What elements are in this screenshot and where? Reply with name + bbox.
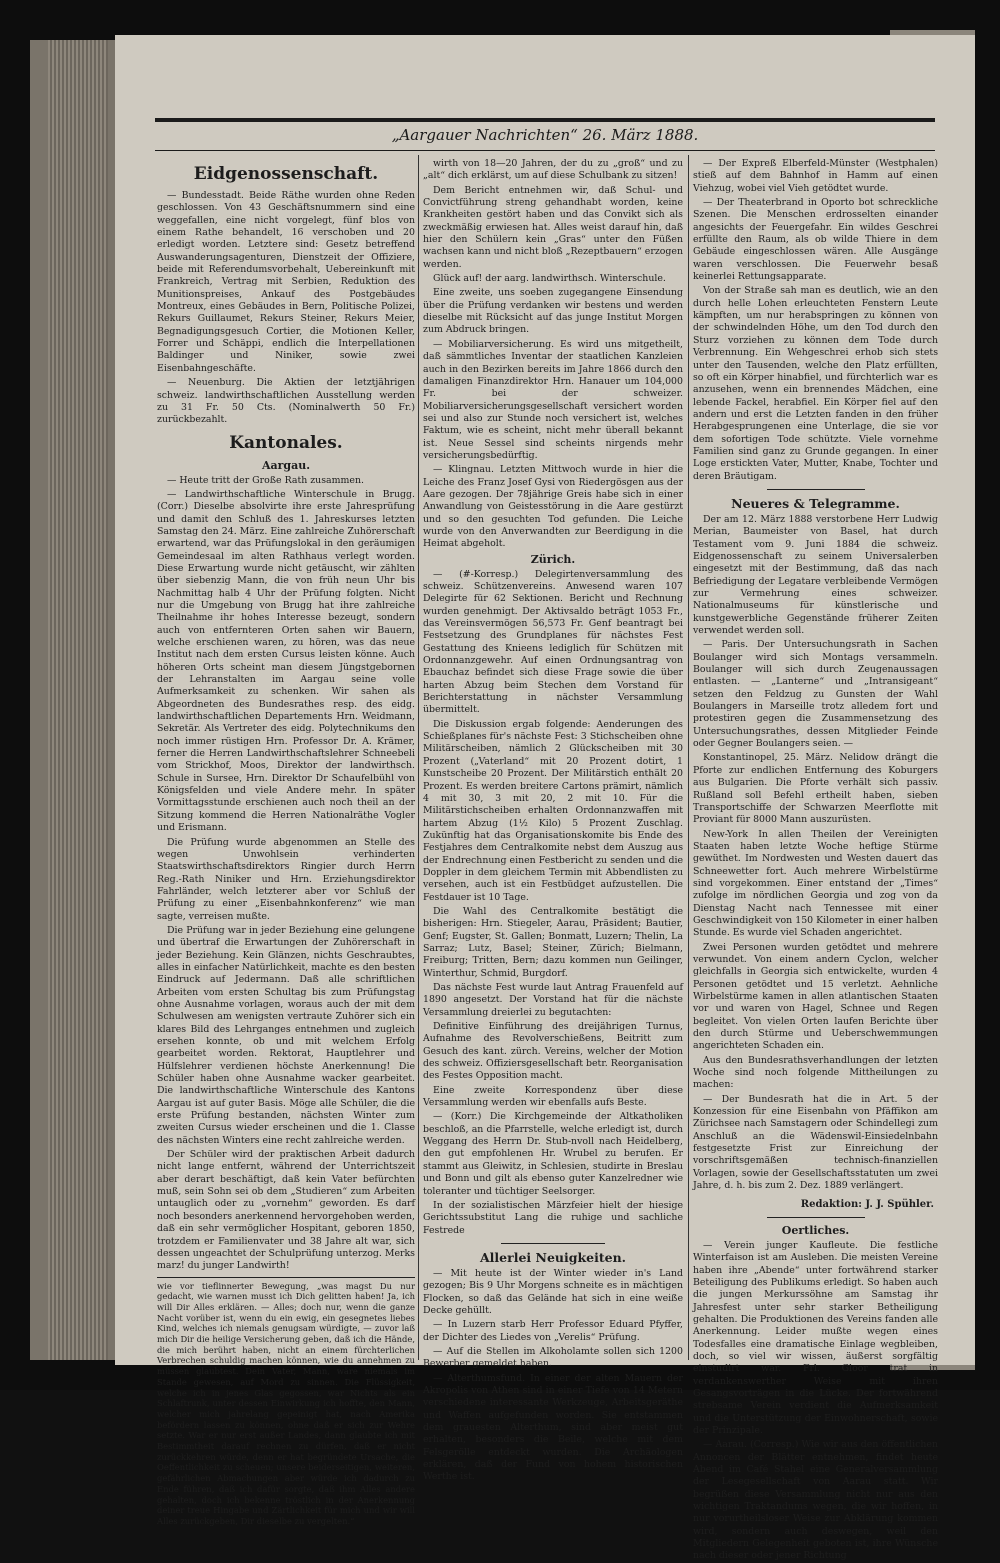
- article-paragraph: — Heute tritt der Große Rath zusammen.: [167, 474, 364, 486]
- article-paragraph: — Neuenburg. Die Aktien der letztjährigen schweiz. landwirthschaftlichen Ausstellung werden zu 31 Fr. 50 Cts. (Nominalwerth 50 Fr.) zurückbezahlt.: [157, 377, 415, 426]
- article-paragraph: — Klingnau. Letzten Mittwoch wurde in hier die Leiche des Franz Josef Gysi von Riedergösgen aus der Aare gezogen. Der 78jährige Greis habe sich in einer Anwandlung von Geistesstörung in die Aare gestürzt und so den gesuchten Tod gefunden. Die Leiche wurde von den Anverwandten zur Beerdigung in die Heimat abgeholt.: [423, 464, 683, 550]
- article-paragraph: — Auf die Stellen im Alkoholamte sollen sich 1200 Bewerber gemeldet haben.: [423, 1345, 683, 1370]
- article-paragraph: Aus den Bundesrathsverhandlungen der letzten Woche sind noch folgende Mittheilungen zu machen:: [693, 1054, 938, 1091]
- article-paragraph: Der Schüler wird der praktischen Arbeit dadurch nicht lange entfernt, während der Unterrichtszeit aber derart beschäftigt, daß kein Vater befürchten muß, sein Sohn sei ob dem „Studieren“ zum Arbeiten untauglich oder zu „vornehm“ geworden. Es darf noch besonders anerkennend hervorgehoben werden, daß ein sehr vermöglicher Hospitant, geboren 1850, trotzdem er Familienvater und 38 Jahre alt war, sich dessen ungeachtet der Schulprüfung unterzog. Merks marz! du junger Landwirth!: [157, 1149, 415, 1272]
- subsection-heading: Aargau.: [261, 458, 311, 472]
- editor-credit: Redaktion: J. J. Spühler.: [800, 1198, 934, 1210]
- column-rule-1: [418, 155, 419, 1360]
- article-paragraph: — (Korr.) Die Kirchgemeinde der Altkatholiken beschloß, an die Pfarrstelle, welche erledigt ist, durch Weggang des Herrn Dr. Stub-nvoll nach Heidelberg, den gut empfohlenen Hr. Wrubel zu berufen. Er stammt aus Gleiwitz, in Schlesien, studirte in Breslau und Bonn und gilt als ebenso guter Kanzelredner wie toleranter und tüchtiger Seelsorger.: [423, 1111, 683, 1197]
- divider: [767, 489, 865, 490]
- header-rule-bottom: [155, 150, 935, 151]
- article-paragraph: Die Diskussion ergab folgende: Aenderungen des Schießplanes für's nächste Fest: 3 Stichscheiben ohne Militärscheiben, nämlich 2 Glückscheiben mit 30 Prozent („Vaterland“ mit 20 Prozent dotirt, 1 Kunstscheibe 20 Prozent. Der Militärstich enthält 20 Prozent. Es werden breitere Cartons prämirt, nämlich 4 mit 30, 3 mit 20, 2 mit 10. Für die Militärstichscheiben erhalten Ordonnanzwaffen mit hartem Abzug (1½ Kilo) 5 Prozent Zuschlag. Zukünftig hat das Organisationskomite bis Ende des Festjahres dem Centralkomite nebst dem Auszug aus der Endrechnung einen Festbericht zu senden und die Doppler in dem gleichem Termin mit Abbendlisten zu versehen, auch ist ein Festbüdget aufzustellen. Die Festdauer ist 10 Tage.: [423, 718, 683, 903]
- header-rule-top: [155, 118, 935, 122]
- article-paragraph: — Aarau. (Corresp.) Wie wir aus den öffentlichen Annoncen der Blätter entnehmen, findet heute Abend im Café Stahel eine Generalversammlung der Lesegesellschaft von Aarau statt. Wir begrüßen diese Versammlung nicht nur aus den wichtigen Traktandums wegen, die wir hoffen, in nur vorurtheilsloser Weise zur Abklärung kommen wird, sondern auch deswegen, weil den Mitgliedern Gelegenheit geboten ist, ihre Wünsche nach dieser oder jener Richtung: [693, 1439, 938, 1562]
- divider: [501, 1243, 605, 1244]
- article-paragraph: Eine zweite Korrespondenz über diese Versammlung werden wir ebenfalls aufs Beste.: [423, 1084, 683, 1109]
- article-paragraph: In der sozialistischen Märzfeier hielt der hiesige Gerichtssubstitut Lang die ruhige und sachliche Festrede: [423, 1199, 683, 1236]
- article-paragraph: Die Wahl des Centralkomite bestätigt die bisherigen: Hrn. Stiegeler, Aarau, Präsident; Bautier, Genf; Eugster, St. Gallen; Bonmatt, Luzern; Thelin, La Sarraz; Lutz, Basel; Steiner, Zürich; Bielmann, Freiburg; Tritten, Bern; dazu kommen nun Geilinger, Winterthur, Schmid, Burgdorf.: [423, 905, 683, 979]
- article-paragraph: Die Prüfung wurde abgenommen an Stelle des wegen Unwohlsein verhinderten Staatswirthschaftsdirektors Ringier durch Herrn Reg.-Rath Niniker und Hrn. Erziehungsdirektor Fahrländer, welch letzterer aber vor Schluß der Prüfung zu einer „Eisenbahnkonferenz“ wie man sagte, verreisen mußte.: [157, 836, 415, 922]
- article-paragraph: Zwei Personen wurden getödtet und mehrere verwundet. Von einem andern Cyclon, welcher gleichfalls in Georgia sich entwickelte, wurden 4 Personen getödtet und 15 verletzt. Aehnliche Wirbelstürme kamen in allen atlantischen Staaten vor und waren von Hagel, Schnee und Regen begleitet. Von vielen Orten laufen Berichte über den durch Stürme und Ueberschwemmungen angerichteten Schaden ein.: [693, 941, 938, 1052]
- article-paragraph: — Mobiliarversicherung. Es wird uns mitgetheilt, daß sämmtliches Inventar der staatlichen Kanzleien auch in den Bezirken bereits im Jahre 1866 durch den damaligen Finanzdirektor Hrn. Hanauer um 104,000 Fr. bei der schweizer. Mobiliarversicherungsgesellschaft versichert worden sei und also zur Stunde noch versichert ist, welches Faktum, wie es scheint, nicht mehr überall bekannt ist. Neue Sessel sind scheints nirgends mehr versicherungsbedürftig.: [423, 338, 683, 461]
- article-paragraph: — Mit heute ist der Winter wieder in's Land gezogen; Bis 9 Uhr Morgens schneite es in mächtigen Flocken, so daß das Gelände hat sich in eine weiße Decke gehüllt.: [423, 1267, 683, 1316]
- article-paragraph: New-York In allen Theilen der Vereinigten Staaten haben letzte Woche heftige Stürme gewüthet. Im Nordwesten und Westen dauert das Schneewetter fort. Auch mehrere Wirbelstürme sind vorgekommen. Einer entstand der „Times“ zufolge im nördlichen Georgia und zog von da Dienstag Nacht nach Tennessee mit einer Geschwindigkeit von 150 Kilometer in einer halben Stunde. Es wurde viel Schaden angerichtet.: [693, 828, 938, 939]
- article-paragraph: — Der Bundesrath hat die in Art. 5 der Konzession für eine Eisenbahn von Pfäffikon am Zürichsee nach Samstagern oder Schindellegi zum Anschluß an die Wädenswil-Einsiedelnbahn festgesetzte Frist zur Einreichung der vorschriftsgemäßen technisch-finanziellen Vorlagen, sowie der Gesellschaftsstatuten um zwei Jahre, d. h. bis zum 2. Dez. 1889 verlängert.: [693, 1093, 938, 1192]
- article-paragraph: — Bundesstadt. Beide Räthe wurden ohne Reden geschlossen. Von 43 Geschäftsnummern sind eine weggefallen, eine nicht vorgelegt, fünf blos von einem Rathe behandelt, 16 verschoben und 20 erledigt worden. Letztere sind: Gesetz betreffend Auswanderungsagenturen, Dienstzeit der Offiziere, beide mit Referendumsvorbehalt, Uebereinkunft mit Frankreich, Vertrag mit Serbien, Reduktion des Munitionspreises, Ankauf des Postgebäudes Montreux, eines Gebäudes in Bern, Politische Polizei, Rekurs Guillaumet, Rekurs Steiner, Rekurs Meier, Begnadigungsgesuch Cortier, die Motionen Keller, Forrer und Schäppi, endlich die Interpellationen Baldinger und Niniker, sowie zwei Eisenbahngeschäfte.: [157, 190, 415, 374]
- section-heading: Eidgenossenschaft.: [193, 164, 379, 184]
- feuilleton-text: wie vor tieflinnerter Bewegung, „was magst Du nur gedacht, wie warnen musst ich Dich gelitten haben! Ja, ich will Dir Alles erklären. — Alles; doch nur, wenn die ganze Nacht vorüber ist, wenn du ein ewig, ein gesegnetes liebes Kind, welches ich niemals genugsam würdigte, — zuvor laß mich Dir die heilige Versicherung geben, daß ich die Hände, die mich berührt haben, nicht an einem fürchterlichen Verbrechen schuldig machen können, wie du annehmen zu müssen glaubtest. Dein Vater, Mann, wäre niemals im Stande gewesen, auf Mord zu sinnen. Die Flüssigkeit, welche ich in jenes Glas gegossen, war Nichts als ein Schlaftrunk, unter dessen Einwirkung ich hoffte, den Mann, welcher mich jahrelang gepeinigt hat, nach Amerika befördern lassen zu können, ohne daß er sich zur Wehre setzte. War er nur erst außer Landes, dann glaubte ich mit Bestimmtheit darauf rechnen zu dürfen, daß er nicht zurückkehren würde, denn er hat begründete Ursache, die Oeffentlichkeit zu scheuen; unsere beiderseitigen, weiteren, gefährlichen Abmachungen aber würde ich dadurch zu Ende führen, daß ich dafür sorgte, daß ihm Alles andere gehalten, doch ich bekenne tröstlich in der Anerkennung deiner treue Hingabe und Zärtlichkeit für mich und wir will Alles zurückgeben, Dir dieselbe zu vergelten.“: [157, 1277, 415, 1527]
- article-paragraph: Das nächste Fest wurde laut Antrag Frauenfeld auf 1890 angesetzt. Der Vorstand hat für die nächste Versammlung dreierlei zu begutachten:: [423, 982, 683, 1018]
- section-heading: Neueres & Telegramme.: [731, 495, 900, 511]
- article-paragraph: — Landwirthschaftliche Winterschule in Brugg. (Corr.) Dieselbe absolvirte ihre erste Jahresprüfung und damit den Schluß des 1. Jahreskurses letzten Samstag den 24. März. Eine zahlreiche Zuhörerschaft erwartend, war das Prüfungslokal in den geräumigen Gemeindesaal im alten Rathhaus verlegt worden. Diese Erwartung wurde nicht getäuscht, wir zählten über siebenzig Mann, die von früh neun Uhr bis Nachmittag halb 4 Uhr der Prüfung folgten. Nicht nur die Umgebung von Brugg hat ihre zahlreiche Theilnahme ihr hohes Interesse bezeugt, sondern auch von entfernteren Orten sahen wir Bauern, welche erschienen waren, zu hören, was das neue Institut nach dem ersten Cursus leisten könne. Auch höheren Orts scheint man diesem Jüngstgebornen der Lehranstalten im Aargau seine volle Aufmerksamkeit zu schenken. Wir sahen als Abgeordneten des Bundesrathes resp. des eidg. landwirthschaftlichen Departements Hrn. Weidmann, Sekretär. Als Vertreter des eidg. Polytechnikums den noch immer rüstigen Hrn. Professor Dr. A. Krämer, ferner die Herren Landwirthschaftslehrer Schneebeli vom Strickhof, Moos, Direktor der landwirthsch. Schule in Sursee, Hrn. Direktor Dr Schaufelbühl von Königsfelden und viele Andere mehr. In später Vormittagsstunde erschienen auch noch theil an der Sitzung kommend die Herren Nationalräthe Vogler und Erismann.: [157, 488, 415, 834]
- column-rule-2: [688, 155, 689, 1360]
- article-paragraph: wirth von 18—20 Jahren, der du zu „groß“ und zu „alt“ dich erklärst, um auf diese Schulbank zu sitzen!: [423, 158, 683, 182]
- article-paragraph: Dem Bericht entnehmen wir, daß Schul- und Convictführung streng gehandhabt worden, keine Krankheiten gestört haben und das Convikt sich als zweckmäßig erwiesen hat. Alles weist darauf hin, daß hier den Schülern kein „Gras“ unter den Füßen wachsen kann und nicht bloß „Rezeptbauern“ erzogen werden.: [423, 184, 684, 270]
- section-heading: Oertliches.: [781, 1223, 850, 1237]
- subsection-heading: Zürich.: [530, 552, 576, 566]
- book-edge-pages: [48, 40, 108, 1360]
- column-3: [693, 158, 938, 1562]
- running-head: „Aargauer Nachrichten“ 26. März 1888.: [391, 126, 699, 144]
- article-paragraph: — In Luzern starb Herr Professor Eduard Pfyffer, der Dichter des Liedes von „Verelis“ Prüfung.: [423, 1319, 683, 1343]
- article-paragraph: Der am 12. März 1888 verstorbene Herr Ludwig Merian, Baumeister von Basel, hat durch Testament vom 9. Juni 1884 die schweiz. Eidgenossenschaft zu seinem Universalerben eingesetzt mit der Bestimmung, daß das nach Befriedigung der Legatare verbleibende Vermögen zur Vermehrung eines schweizer. Nationalmuseums für künstlerische und kunstgewerbliche Gegenstände früherer Zeiten verwendet werden soll.: [693, 513, 938, 637]
- column-2: [423, 158, 684, 1483]
- article-paragraph: Konstantinopel, 25. März. Nelidow drängt die Pforte zur endlichen Entfernung des Koburgers aus Bulgarien. Die Pforte verhält sich passiv. Rußland soll Befehl ertheilt haben, sieben Transportschiffe der Schwarzen Meerflotte mit Proviant für 8000 Mann auszurüsten.: [693, 752, 938, 826]
- article-paragraph: Glück auf! der aarg. landwirthsch. Winterschule.: [433, 273, 666, 285]
- section-heading: Kantonales.: [229, 432, 343, 453]
- article-paragraph: — Verein junger Kaufleute. Die festliche Winterfaison ist am Ausleben. Die meisten Vereine haben ihre „Abende“ unter fortwährend starker Beteiligung des Publikums erledigt. So haben auch die jungen Merkurssöhne am Samstag ihr Jahresfest unter sehr starker Betheiligung gehalten. Die Produktionen des Vereins fanden alle Anerkennung. Leider mußte wegen eines Todesfalles eine dramatische Einlage wegbleiben, doch, so viel wir wissen, äußerst sorgfältig einstudirt war. Frl. Gloor trat in verdankenswerther Weise mit ihren Gesangsvorträgen in die Lücke. Der fortwährend strebsame Verein verdient die Aufmerksamkeit und die Unterstützung der Einwohnerschaft, sowie der Prinzipale.: [693, 1239, 938, 1436]
- article-paragraph: — Paris. Der Untersuchungsrath in Sachen Boulanger wird sich Montags versammeln. Boulanger will sich durch Zeugenaussagen entlasten. — „Lanterne“ und „Intransigeant“ setzen den Feldzug zu Gunsten der Wahl Boulangers in Marseille trotz alledem fort und protestiren gegen die Zusammensetzung des Untersuchungsrathes, dessen Mitglieder Feinde oder Gegner Boulangers seien. —: [693, 639, 938, 750]
- column-1: [157, 158, 415, 1526]
- article-paragraph: — Alterthumsfund. In einer der alten Mauern der Akropolis von Athen sind in einer Tiefe von 14 Metern verschiedene interessante Werkzeuge, Arbeitsgeräthe und Waffen aufgefunden worden. Sie entstammen dem grauesten Alterthum, sind aber meist gut erhalten, besonders die Beile, welche mit dem Felsgerölle entdeckt wurden. Die Archäologen erklären, daß der Fund von hohem historischen Werthe ist.: [423, 1372, 683, 1483]
- divider: [767, 1217, 865, 1218]
- article-paragraph: Die Prüfung war in jeder Beziehung eine gelungene und übertraf die Erwartungen der Zuhörerschaft in jeder Beziehung. Kein Glänzen, nichts Geschraubtes, alles in einfacher Natürlichkeit, machte es den besten Eindruck auf Jedermann. Daß alle schriftlichen Arbeiten vom ersten Schultag bis zum Prüfungstag ohne Ausnahme vorlagen, woraus auch der mit dem Schulwesen am wenigsten vertraute Zuhörer sich ein klares Bild des Lehrganges entnehmen und zugleich ersehen konnte, ob und mit welchem Erfolg gearbeitet worden. Rektorat, Hauptlehrer und Hülfslehrer verdienen höchste Anerkennung! Die Schüler haben ohne Ausnahme wacker gearbeitet. Die landwirthschaftliche Winterschule des Kantons Aargau ist auf guter Basis. Möge alle Schüler, die die erste Prüfung bestanden, nächsten Winter zum zweiten Cursus wieder erscheinen und die 1. Classe des nächsten Winters eine recht zahlreiche werden.: [157, 924, 415, 1146]
- section-heading: Allerlei Neuigkeiten.: [479, 1249, 627, 1265]
- article-paragraph: Definitive Einführung des dreijährigen Turnus, Aufnahme des Revolverschießens, Beitritt zum Gesuch des kant. zürch. Vereins, welcher der Motion des schweiz. Offiziersgesellschaft betr. Reorganisation des Festes Opposition macht.: [423, 1021, 683, 1082]
- article-paragraph: — Der Expreß Elberfeld-Münster (Westphalen) stieß auf dem Bahnhof in Hamm auf einen Viehzug, wobei viel Vieh getödtet wurde.: [693, 158, 938, 194]
- article-paragraph: — Der Theaterbrand in Oporto bot schreckliche Szenen. Die Menschen erdrosselten einander angesichts der Feuergefahr. Ein wildes Geschrei erfüllte den Raum, als ob wilde Thiere in dem Gebäude eingeschlossen wären. Alle Ausgänge waren verschlossen. Die Feuerwehr besaß keinerlei Rettungsapparate.: [693, 197, 938, 283]
- article-paragraph: Von der Straße sah man es deutlich, wie an den durch helle Lohen erleuchteten Fenstern Leute kämpften, um nur herabspringen zu können von der schwindelnden Höhe, um den Tod durch den Sturz vorziehen zu können dem Tode durch Verbrennung. Ein Wehgeschrei erhob sich stets unter den Tausenden, welche den Platz erfüllten, so oft ein Körper hinabfiel, und fürchterlich war es anzusehen, wenn ein brennendes Mädchen, eine lebende Fackel, herabfiel. Ein Körper fiel auf den andern und erst die Letzten fanden in den früher Herabgesprungenen eine Unterlage, die sie vor dem sofortigen Tode schützte. Viele vornehme Familien sind ganz zu Grunde gegangen. In einer Loge erstickten Vater, Mutter, Knabe, Tochter und deren Bräutigam.: [693, 285, 938, 482]
- article-paragraph: — (#-Korresp.) Delegirtenversammlung des schweiz. Schützenvereins. Anwesend waren 107 Delegirte für 62 Sektionen. Bericht und Rechnung wurden genehmigt. Der Aktivsaldo beträgt 1053 Fr., das Vereinsvermögen 56,573 Fr. Genf beantragt bei Festsetzung des Grundplanes für nächstes Fest Gestattung des Knieens lediglich für Schützen mit Ordonnanzgewehr. Auf einen Ordnungsantrag von Ebauchaz befindet sich diese Frage sowie die über harten Abzug beim Stechen dem Vorstand für Berichterstattung in nächster Versammlung übermittelt.: [423, 568, 683, 716]
- article-paragraph: Eine zweite, uns soeben zugegangene Einsendung über die Prüfung verdanken wir bestens und werden dieselbe mit Rücksicht auf das junge Institut Morgen zum Abdruck bringen.: [423, 287, 683, 336]
